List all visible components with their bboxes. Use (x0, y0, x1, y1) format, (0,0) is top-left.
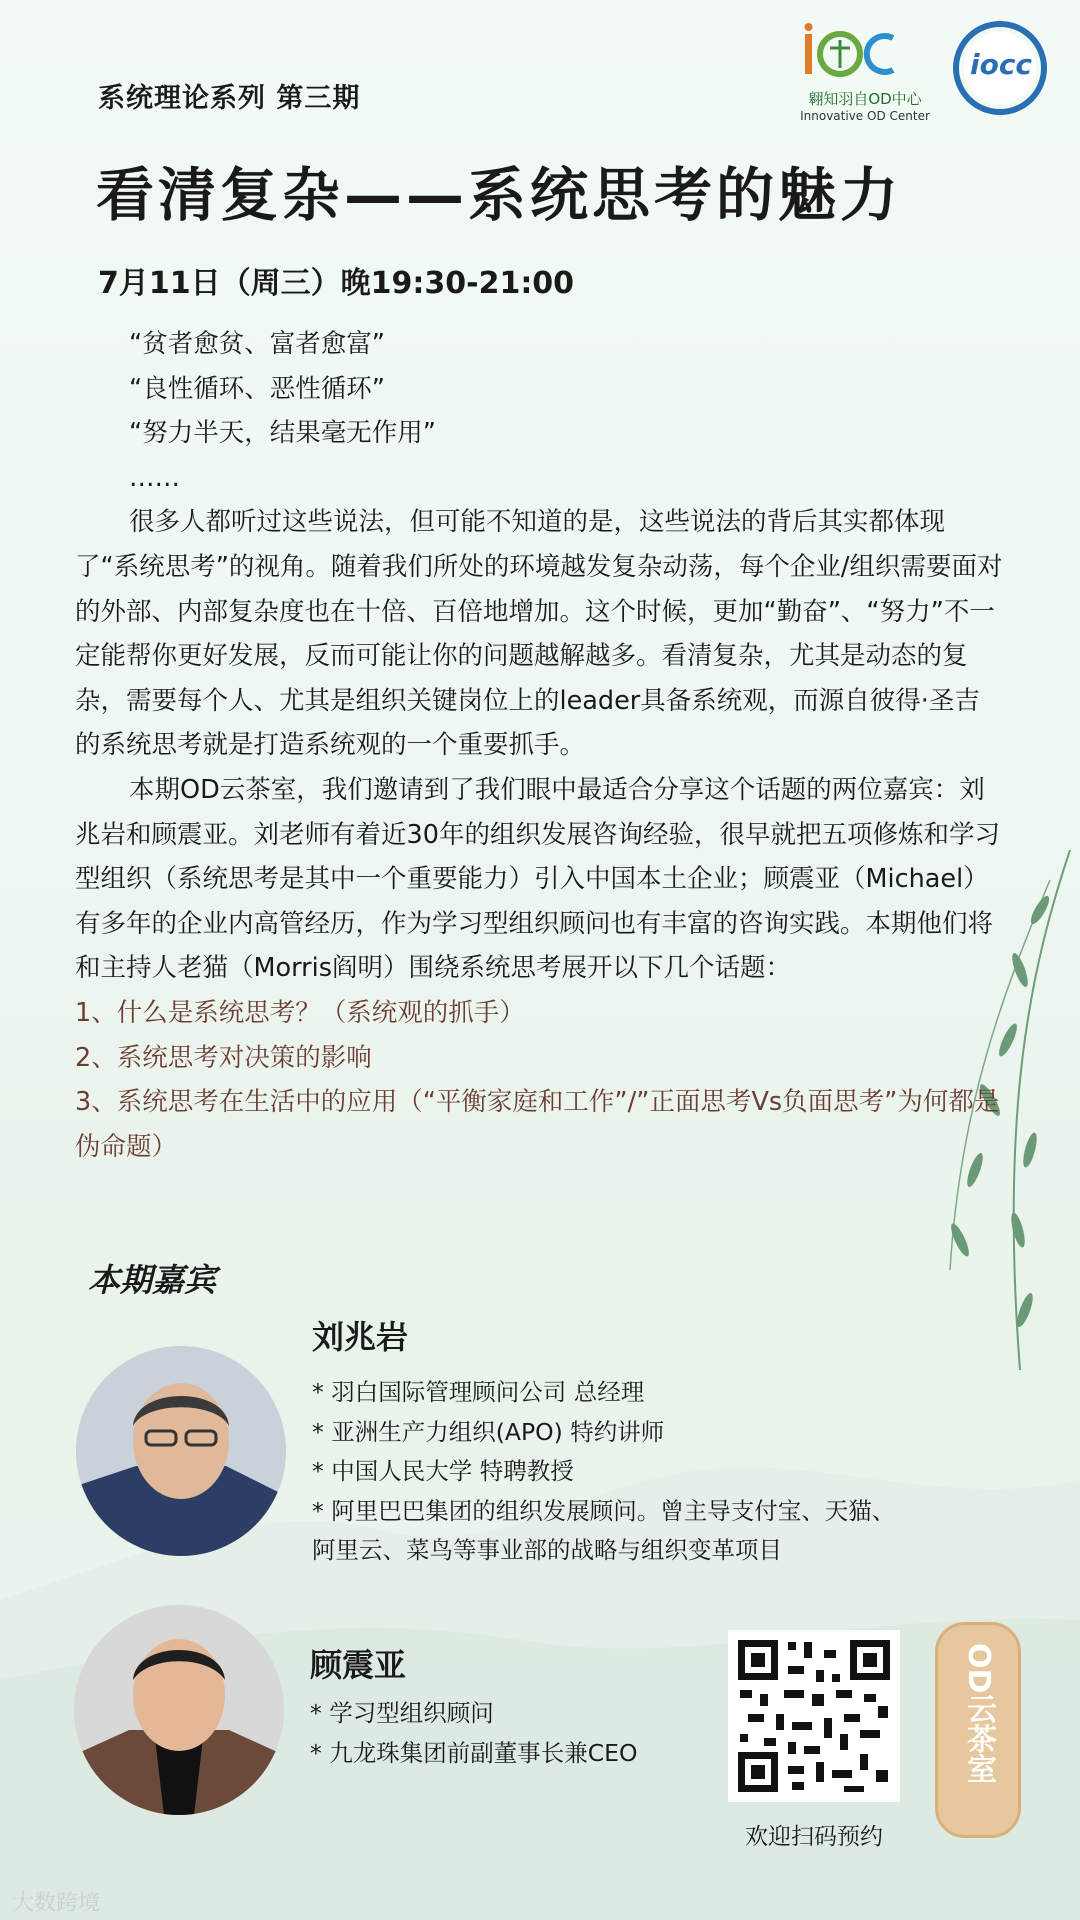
guests-heading: 本期嘉宾 (88, 1261, 217, 1299)
qr-code[interactable] (728, 1630, 900, 1802)
guest-bio-line: 阿里云、菜鸟等事业部的战略与组织变革项目 (312, 1536, 782, 1564)
quote-line: “努力半天，结果毫无作用” (129, 418, 436, 449)
guest-photo (76, 1346, 286, 1556)
qr-caption: 欢迎扫码预约 (745, 1824, 883, 1850)
topic-item: 1、什么是系统思考？（系统观的抓手） (75, 997, 525, 1028)
qr-code-icon (728, 1630, 900, 1802)
series-label: 系统理论系列 第三期 (98, 83, 361, 114)
guest-name: 刘兆岩 (312, 1318, 409, 1356)
iocc-logo-text: iocc (970, 48, 1033, 81)
page-title: 看清复杂——系统思考的魅力 (96, 161, 903, 229)
intro-paragraph: 本期OD云茶室，我们邀请到了我们眼中最适合分享这个话题的两位嘉宾：刘兆岩和顾震亚。刘老师有着近30年的组织发展咨询经验，很早就把五项修炼和学习型组织（系统思考是其中一个重要能力）引入中国本土企业；顾震亚（Michael）有多年的企业内高管经历，作为学习型组织顾问也有丰富的咨询实践。本期他们将和主持人老猫（Morris阎明）围绕系统思考展开以下几个话题： (75, 774, 1000, 984)
guest-bio (310, 1694, 710, 1773)
intro-paragraph: 很多人都听过这些说法，但可能不知道的是，这些说法的背后其实都体现了“系统思考”的视角。随着我们所处的环境越发复杂动荡，每个企业/组织需要面对的外部、内部复杂度也在十倍、百倍地增加。这个时候，更加“勤奋”、“努力”不一定能帮你更好发展，反而可能让你的问题越解越多。看清复杂，尤其是动态的复杂，需要每个人、尤其是组织关键岗位上的leader具备系统观，而源自彼得·圣吉的系统思考就是打造系统观的一个重要抓手。 (75, 507, 1003, 761)
quote-line: “良性循环、恶性循环” (129, 373, 385, 404)
guest-bio-line: * 中国人民大学 特聘教授 (312, 1457, 574, 1485)
guest-bio-line: * 羽白国际管理顾问公司 总经理 (312, 1378, 645, 1406)
guest-photo (74, 1605, 284, 1815)
watermark: 大数跨境 (12, 1891, 101, 1916)
guest-bio-line: * 亚洲生产力组织(APO) 特约讲师 (312, 1417, 665, 1446)
person-avatar-icon (74, 1605, 284, 1815)
quote-line: “贫者愈贫、富者愈富” (129, 329, 385, 359)
ioc-logo-mark (795, 22, 935, 82)
guest-bio (312, 1373, 1032, 1571)
guest-bio-line: * 阿里巴巴集团的组织发展顾问。曾主导支付宝、天猫、 (312, 1496, 896, 1525)
topic-item: 3、系统思考在生活中的应用（“平衡家庭和工作”/”正面思考Vs负面思考”为何都是伪命题） (75, 1087, 1000, 1162)
event-datetime: 7月11日（周三）晚19:30-21:00 (98, 266, 575, 301)
guest-bio-line: * 九龙珠集团前副董事长兼CEO (310, 1738, 638, 1767)
person-avatar-icon (76, 1346, 286, 1556)
ioc-subtitle-en: Innovative OD Center (800, 109, 930, 123)
guest-bio-line: * 学习型组织顾问 (310, 1699, 494, 1727)
ioc-subtitle-cn: 翱知羽自OD中心 (808, 90, 922, 108)
intro-section (75, 322, 1005, 1169)
topic-item: 2、系统思考对决策的影响 (75, 1042, 372, 1073)
tea-house-badge (935, 1622, 1021, 1838)
iocc-logo (950, 18, 1050, 118)
guest-name: 顾震亚 (310, 1646, 407, 1684)
ioc-logo (795, 22, 935, 122)
quote-ellipsis: …… (129, 462, 180, 493)
tea-house-badge-text: OD云茶室 (961, 1643, 996, 1784)
